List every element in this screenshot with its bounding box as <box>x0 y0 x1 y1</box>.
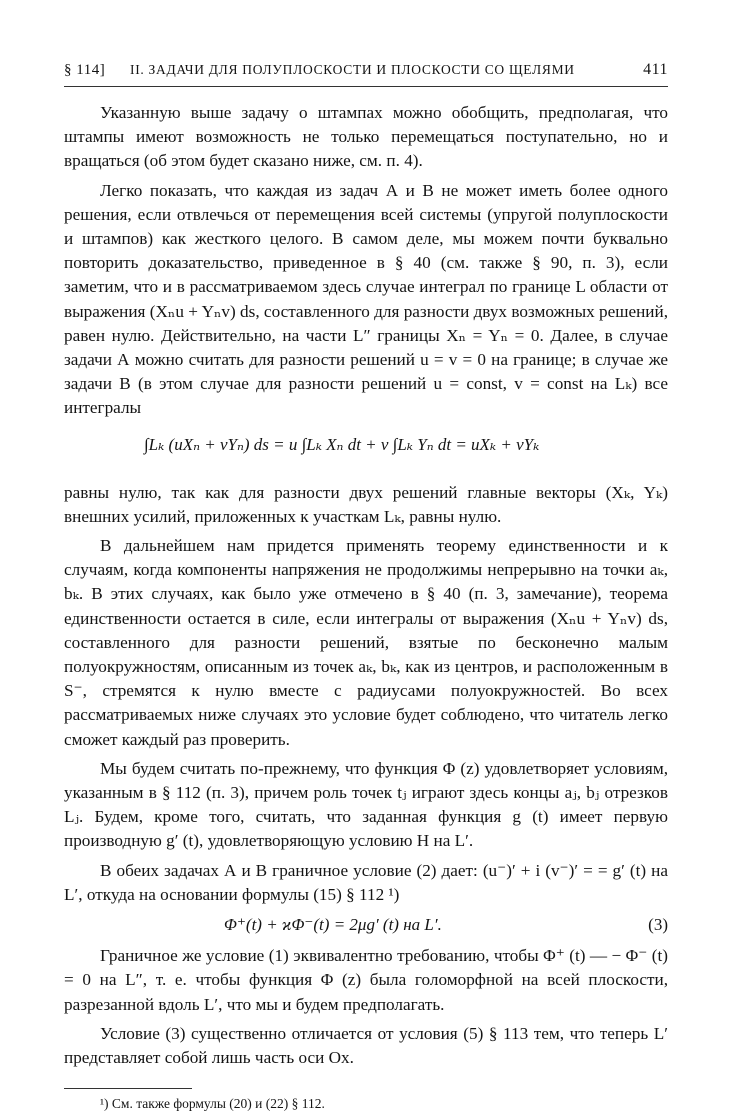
running-header <box>64 58 668 87</box>
footnote: ¹) См. также формулы (20) и (22) § 112. <box>100 1096 325 1112</box>
display-formula-2 <box>64 912 668 940</box>
page <box>64 58 668 1112</box>
paragraph-5: Мы будем считать по-прежнему, что функция Φ (z) удовлетворяет условиям, указанным в § 112 (п. 3), причем роль точек tⱼ играют здесь концы aⱼ, bⱼ отрезков Lⱼ. Будем, кроме того, считать, что заданная функция g (t) имеет первую производную g′ (t), удовлетворяющую условию H на L′. <box>64 758 668 851</box>
paragraph-7: Граничное же условие (1) эквивалентно требованию, чтобы Φ⁺ (t) — − Φ⁻ (t) = 0 на L″, т. е. чтобы функция Φ (z) была голоморфной на всей плоскости, разрезанной вдоль L′, что мы и будем предполагать. <box>64 946 668 1014</box>
formula-2-text: Φ⁺(t) + ϰΦ⁻(t) = 2μg′ (t) на L′. <box>224 915 442 935</box>
paragraph-6: В обеих задачах А и В граничное условие (2) дает: (u⁻)′ + i (v⁻)′ = = g′ (t) на L′, откуда на основании формулы (15) § 112 ¹) <box>64 860 668 904</box>
footnote-divider <box>64 1088 192 1089</box>
display-formula-1 <box>64 427 668 471</box>
paragraph-1: Указанную выше задачу о штампах можно обобщить, предполагая, что штампы имеют возможность не только перемещаться поступательно, но и вращаться (об этом будет сказано ниже, см. п. 4). <box>64 103 668 171</box>
page-number: 411 <box>643 61 668 78</box>
header-section: § 114] <box>64 62 106 78</box>
main-text <box>64 101 668 1113</box>
formula-2-number: (3) <box>648 915 668 935</box>
paragraph-4: В дальнейшем нам придется применять теорему единственности и к случаям, когда компоненты напряжения не продолжимы непрерывно на точки aₖ, bₖ. В этих случаях, как было уже отмечено в § 40 (п. 3, замечание), теорема единственности остается в силе, если интегралы от выражения (Xₙu + Yₙv) ds, составленного для разности решений, взятые по бесконечно малым полуокружностям, описанным из точек aₖ, bₖ, как из центров, и расположенным в S⁻, стремятся к нулю вместе с радиусами полуокружностей. Во всех рассматриваемых ниже случаях это условие будет соблюдено, что читатель легко сможет каждый раз проверить. <box>64 536 668 749</box>
paragraph-3: равны нулю, так как для разности двух решений главные векторы (Xₖ, Yₖ) внешних усилий, приложенных к участкам Lₖ, равны нулю. <box>64 482 668 526</box>
header-title: II. ЗАДАЧИ ДЛЯ ПОЛУПЛОСКОСТИ И ПЛОСКОСТИ СО ЩЕЛЯМИ <box>130 62 575 77</box>
paragraph-2: Легко показать, что каждая из задач А и В не может иметь более одного решения, если отвлечься от перемещения всей системы (упругой полуплоскости и штампов) как жесткого целого. В самом деле, мы можем почти буквально повторить доказательство, приведенное в § 40 (см. также § 90, п. 3), если заметим, что и в рассматриваемом здесь случае интеграл по границе L области от выражения (Xₙu + Yₙv) ds, составленного для разности двух возможных решений, равен нулю. Действительно, на части L″ границы Xₙ = Yₙ = 0. Далее, в случае задачи А можно считать для разности решений u = v = 0 на границе; в случае же задачи В (в этом случае для разности решений u = const, v = const на Lₖ) все интегралы <box>64 180 668 418</box>
paragraph-8: Условие (3) существенно отличается от условия (5) § 113 тем, что теперь L′ представляет собой лишь часть оси Ox. <box>64 1023 668 1067</box>
formula-1-text: ∫Lₖ (uXₙ + vYₙ) ds = u ∫Lₖ Xₙ dt + v ∫Lₖ Yₙ dt = uXₖ + vYₖ <box>144 434 540 454</box>
